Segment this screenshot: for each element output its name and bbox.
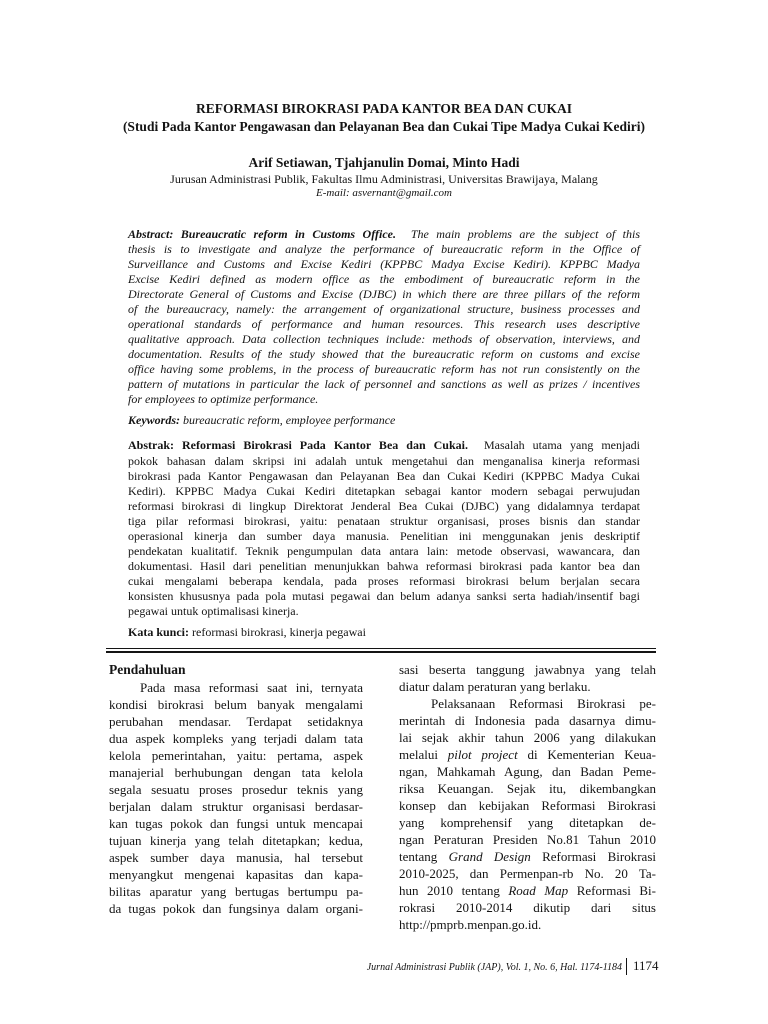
body-right-italic: Road Map <box>508 883 569 898</box>
abstract-en-line: Directorate General of Customs and Excise (DJBC) in which there are three pillars of the reform <box>128 287 640 301</box>
body-left-line: berjalan dalam struktur organisasi berdasar- <box>109 799 363 814</box>
abstract-en-line: documentation. Results of the study showed that the bureaucratic reform on customs and excise <box>128 347 640 361</box>
abstract-en-line: Excise Kediri defined as modern office as the embodiment of bureaucratic reform in the <box>128 272 640 286</box>
body-right-line: konsep dan kebijakan Reformasi Birokrasi <box>399 798 656 813</box>
body-left-line: perubahan mendasar. Terdapat setidaknya <box>109 714 363 729</box>
abstract-id-line: pegawai untuk optimalisasi kinerja. <box>128 604 299 618</box>
body-left-line: kelola pemerintahan, yaitu: pertama, aspek <box>109 748 363 763</box>
page-number: 1174 <box>633 958 659 973</box>
body-right-line <box>399 849 656 866</box>
body-right-line: riksa Keuangan. Sejak itu, dikembangkan <box>399 781 656 796</box>
body-right-line: ngan Peraturan Presiden No.81 Tahun 2010 <box>399 832 656 847</box>
abstract-en-line: for employees to optimize performance. <box>128 392 319 406</box>
abstract-id-label: Abstrak: Reformasi Birokrasi Pada Kantor Bea dan Cukai. <box>128 438 468 452</box>
abstract-en-line: office having some problems, in the process of bureaucratic reform has not run consistently on the <box>128 362 640 376</box>
abstract-id-line: Kediri). KPPBC Madya Cukai Kediri ditetapkan sebagai kantor modern sebagai perwujudan <box>128 484 640 498</box>
body-right-line: diatur dalam peraturan yang berlaku. <box>399 679 591 694</box>
keywords-en-text: bureaucratic reform, employee performance <box>183 413 396 427</box>
keywords-en <box>128 413 640 428</box>
abstract-id-line: reformasi birokrasi di lingkup Direktorat Jenderal Bea Cukai (DJBC) yang didalamnya terdapat <box>128 499 640 513</box>
body-left-line: segala sesuatu proses prosedur teknis yang <box>109 782 363 797</box>
section-heading: Pendahuluan <box>109 662 186 677</box>
body-right-text: melalui <box>399 747 448 762</box>
abstract-id-line <box>128 438 640 453</box>
abstract-en-line: qualitative approach. Data collection techniques include: methods of observation, interviews, and <box>128 332 640 346</box>
section-rule-thick <box>106 651 656 653</box>
abstract-en-line: pattern of mutations in particular the lack of personnel and sanctions as well as prizes / incentives <box>128 377 640 391</box>
abstract-en-line <box>128 227 640 242</box>
body-right-line <box>399 883 656 900</box>
keywords-id-text: reformasi birokrasi, kinerja pegawai <box>192 625 366 639</box>
body-right-text: di Kementerian Keua- <box>517 747 656 762</box>
abstract-id-line: cukai mengalami beberapa kendala, pada proses reformasi birokrasi belum berjalan secara <box>128 574 640 588</box>
journal-citation: Jurnal Administrasi Publik (JAP), Vol. 1, No. 6, Hal. 1174-1184 <box>366 962 622 973</box>
body-right-line <box>399 747 656 764</box>
abstract-id-line: dokumentasi. Hasil dari penelitian menunjukkan bahwa reformasi birokrasi pada kantor bea dan <box>128 559 640 573</box>
abstract-id-line: konsisten khususnya pada pola mutasi pegawai dan belum adanya sanksi serta hadiah/insentif bagi <box>128 589 640 603</box>
body-left-line: dua aspek kompleks yang terjadi dalam tata <box>109 731 363 746</box>
author-email: E-mail: asvernant@gmail.com <box>316 187 452 199</box>
body-right-line: yang komprehensif yang ditetapkan de- <box>399 815 656 830</box>
body-right-italic: pilot project <box>447 747 518 762</box>
section-rule-thin <box>106 648 656 649</box>
body-right-line: http://pmprb.menpan.go.id. <box>399 917 542 932</box>
body-right-text: tentang <box>399 849 449 864</box>
body-left-line: manajerial berhubungan dengan tata kelola <box>109 765 363 780</box>
paper-subtitle: (Studi Pada Kantor Pengawasan dan Pelayanan Bea dan Cukai Tipe Madya Cukai Kediri) <box>122 119 646 134</box>
body-right-line: lai sejak akhir tahun 2006 yang dilakukan <box>399 730 656 745</box>
keywords-id <box>128 625 640 640</box>
abstract-id-text: Masalah utama yang menjadi <box>484 438 641 452</box>
abstract-id-line: tiga pilar reformasi birokrasi, yaitu: penataan struktur organisasi, proses bisnis dan standar <box>128 514 640 528</box>
body-right-line: 2010-2025, dan Permenpan-rb No. 20 Ta- <box>399 866 656 881</box>
body-right-text: hun 2010 tentang <box>399 883 509 898</box>
body-right-line: rokrasi 2010-2014 dikutip dari situs <box>399 900 656 915</box>
body-left-line: da tugas pokok dan fungsinya dalam organi- <box>109 901 363 916</box>
body-left-line: bilitas aparatur yang bertugas bertumpu pa- <box>109 884 363 899</box>
body-right-text: Reformasi Bi- <box>568 883 656 898</box>
body-left-line: tujuan kinerja yang telah ditetapkan; kedua, <box>109 833 363 848</box>
abstract-en-line: Surveillance and Customs and Excise Kediri (KPPBC Madya Excise Kediri). KPPBC Madya <box>128 257 640 271</box>
keywords-en-label: Keywords: <box>128 413 180 427</box>
body-right-line: sasi beserta tanggung jawabnya yang telah <box>399 662 656 677</box>
abstract-id-line: birokrasi pada Kantor Pengawasan dan Pelayanan Bea dan Cukai Kediri (KPPBC Madya Cukai <box>128 469 640 483</box>
body-right-italic: Grand Design <box>448 849 531 864</box>
body-left-line: kondisi birokrasi belum banyak mengalami <box>109 697 363 712</box>
abstract-id-line: operasional kinerja dan sumber daya manusia. Penelitian ini menggunakan jenis deskriptif <box>128 529 640 543</box>
authors: Arif Setiawan, Tjahjanulin Domai, Minto Hadi <box>248 155 520 170</box>
keywords-id-label: Kata kunci: <box>128 625 190 639</box>
abstract-en-text: The main problems are the subject of this <box>410 227 641 241</box>
abstract-en-line: thesis is to investigate and analyze the performance of bureaucratic reform in the Office of <box>128 242 640 256</box>
footer-divider <box>626 958 627 975</box>
body-left-line: kan tugas pokok dan fungsi untuk mencapai <box>109 816 363 831</box>
body-right-line: Pelaksanaan Reformasi Birokrasi pe- <box>431 696 656 711</box>
abstract-en-label: Abstract: Bureaucratic reform in Customs Office. <box>128 227 396 241</box>
abstract-id-line: pendekatan kualitatif. Teknik pengumpulan data antara lain: metode observasi, wawancara, dan <box>128 544 640 558</box>
paper-title: REFORMASI BIROKRASI PADA KANTOR BEA DAN CUKAI <box>195 101 573 116</box>
affiliation: Jurusan Administrasi Publik, Fakultas Ilmu Administrasi, Universitas Brawijaya, Malang <box>170 172 598 186</box>
body-left-line: menyangkut mengenai kapasitas dan kapa- <box>109 867 363 882</box>
body-right-text: Reformasi Birokrasi <box>530 849 657 864</box>
body-right-line: ngan, Mahkamah Agung, dan Badan Peme- <box>399 764 656 779</box>
body-left-line: Pada masa reformasi saat ini, ternyata <box>140 680 363 695</box>
abstract-en-line: of the bureaucracy, namely: the arrangement of organizational structure, business processes and <box>128 302 640 316</box>
abstract-en-line: operational standards of performance and human resources. This research uses descriptive <box>128 317 640 331</box>
body-left-line: aspek sumber daya manusia, hal tersebut <box>109 850 363 865</box>
body-right-line: merintah di Indonesia pada dasarnya dimu- <box>399 713 656 728</box>
abstract-id-line: pokok bahasan dalam skripsi ini adalah untuk mengetahui dan menganalisa kinerja reformasi <box>128 454 640 468</box>
